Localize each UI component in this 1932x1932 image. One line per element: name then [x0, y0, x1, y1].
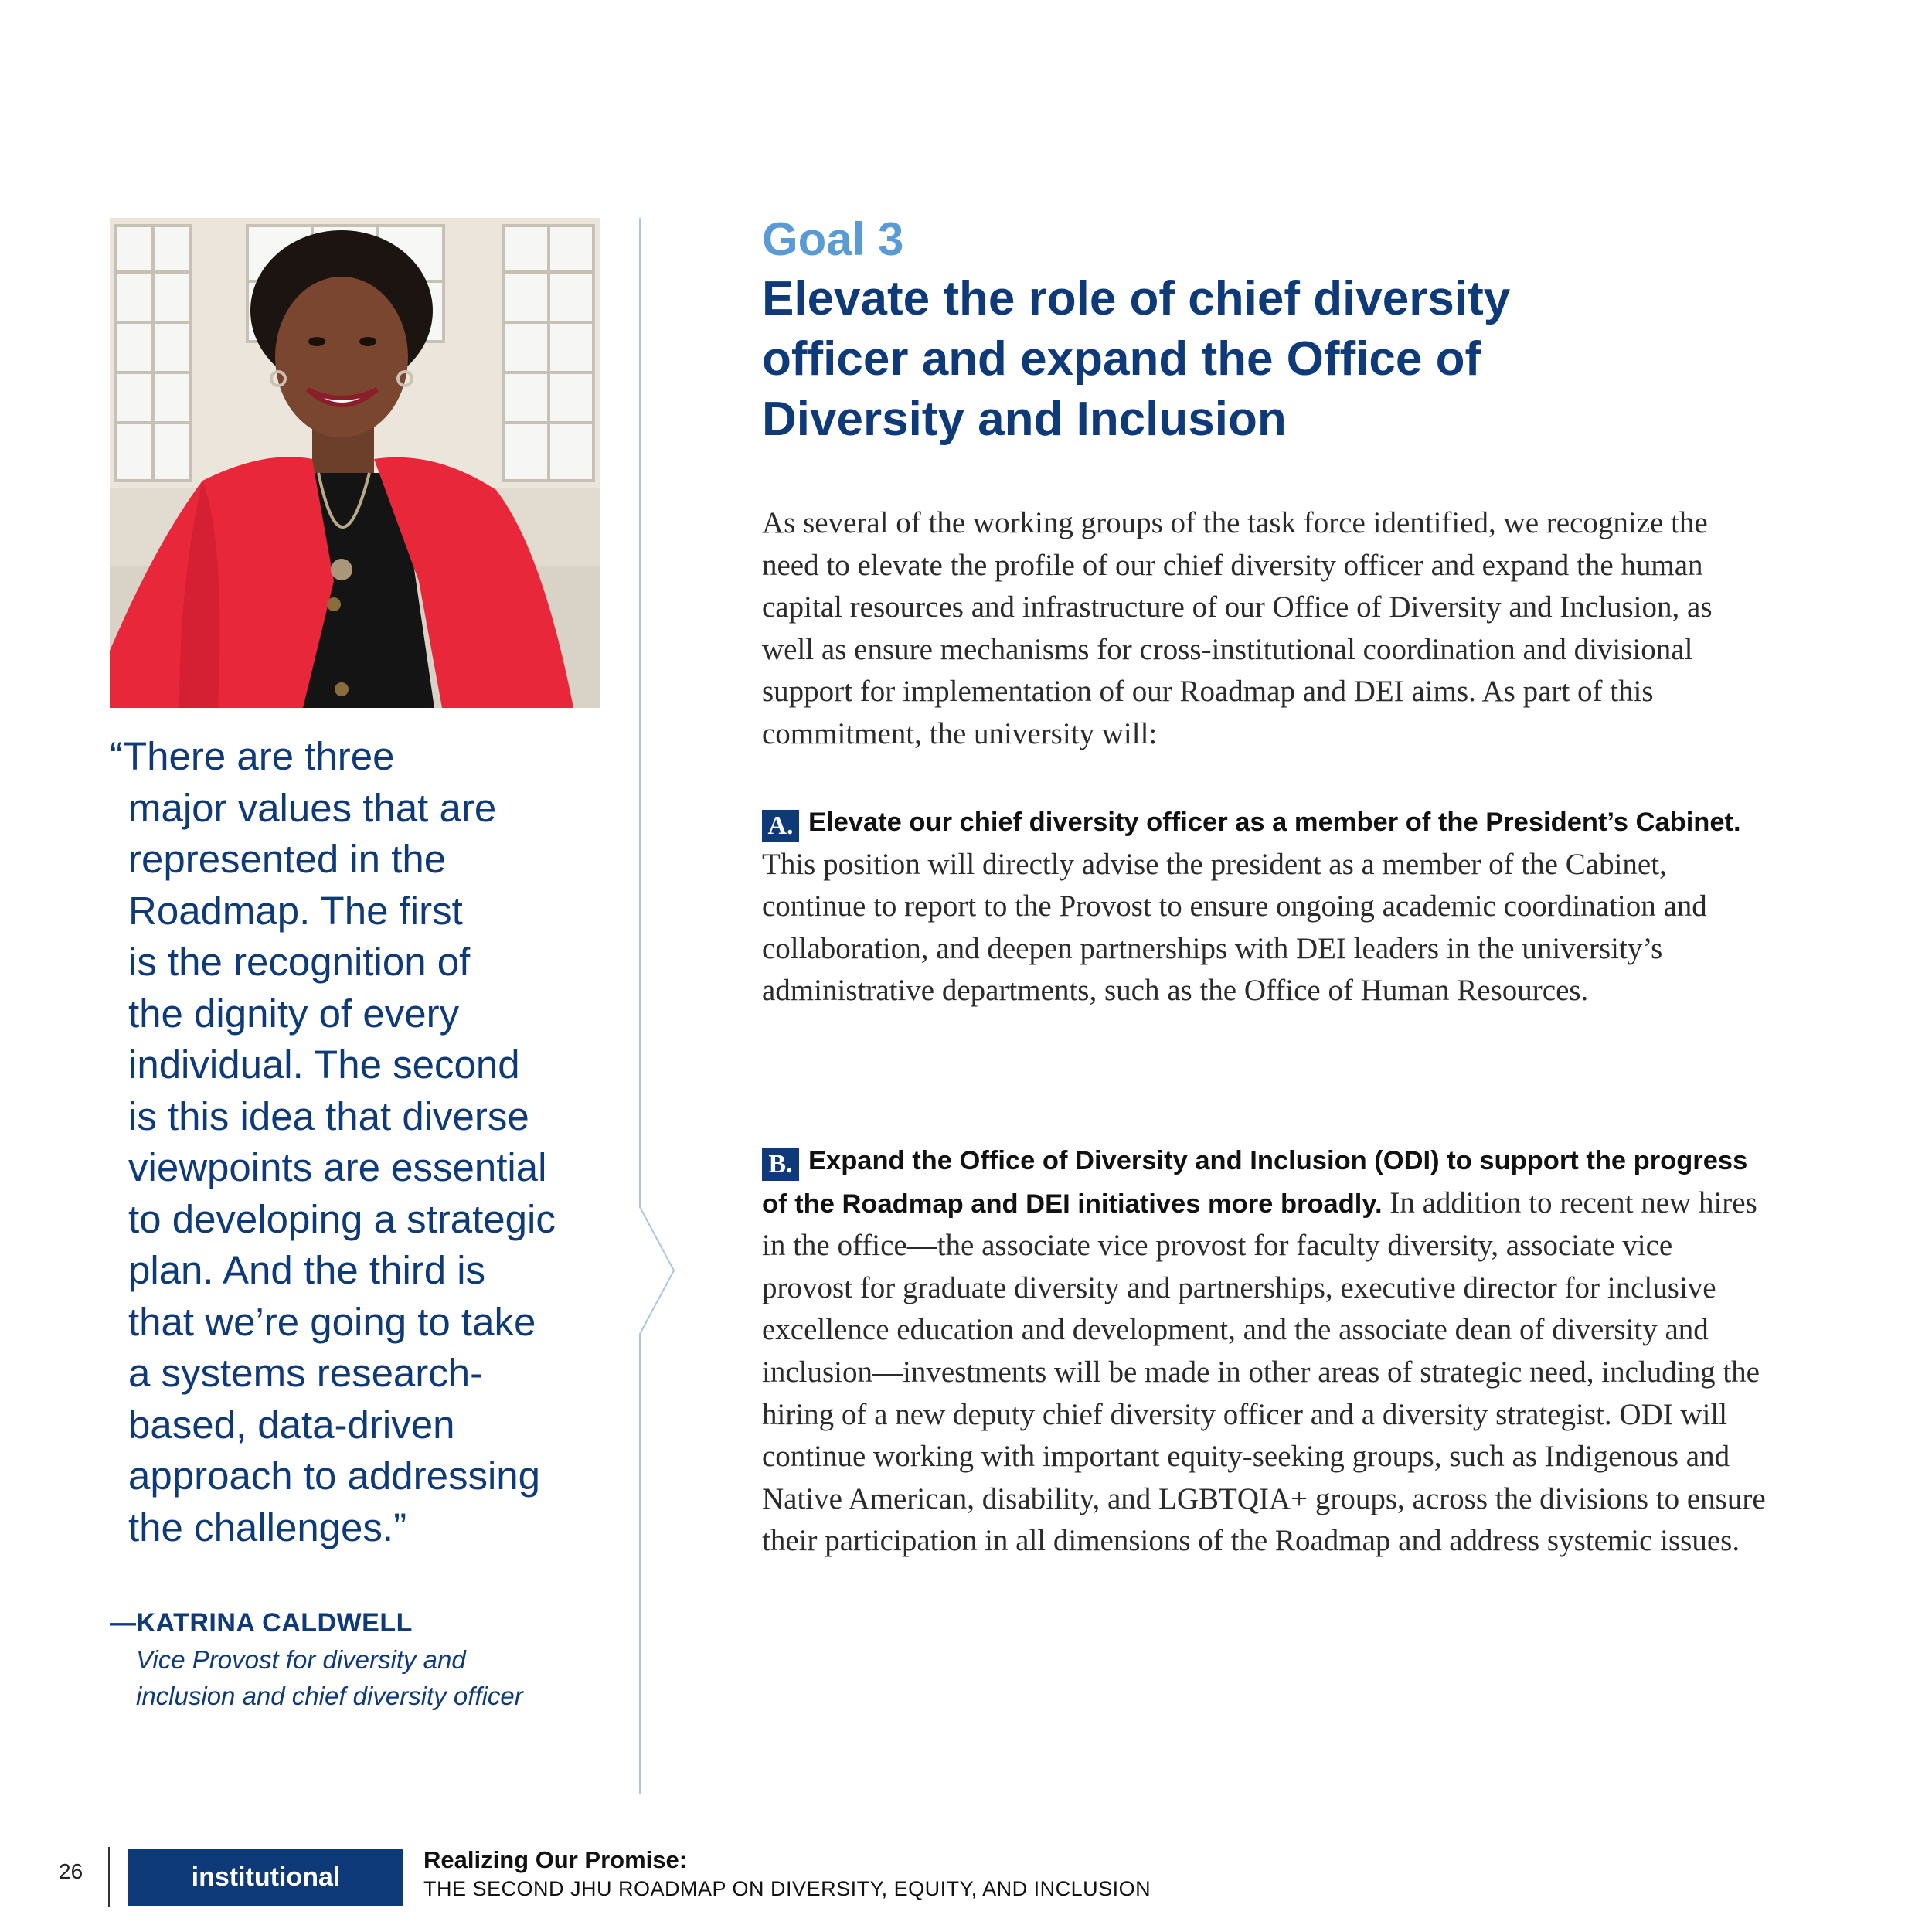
pull-quote: “There are three major values that are represented in the Roadmap. The first is the recognition of the dignity of every individual. The second is this idea that diverse viewpoints are essential to developing a strategic plan. And the third is that we’re going to take a systems research- based, data-driven approach to addressing the challenges.”: [110, 734, 556, 1549]
attribution-title: Vice Provost for diversity and inclusion and chief diversity officer: [136, 1645, 523, 1710]
footer-divider: [108, 1847, 110, 1907]
goal-label: Goal 3: [762, 213, 904, 265]
footer-title: [423, 1845, 1151, 1903]
item-b-letter-badge: B.: [762, 1148, 799, 1181]
footer-title-main: Realizing Our Promise:: [423, 1846, 688, 1873]
goal-heading: Elevate the role of chief diversity officer and expand the Office of Diversity and Inclusion: [762, 272, 1511, 446]
window-right: [504, 226, 594, 481]
item-b-lead: Expand the Office of Diversity and Inclusion (ODI) to support the progress of the Roadmap and DEI initiatives more broadly.: [762, 1146, 1748, 1219]
footer-subtitle: THE SECOND JHU ROADMAP ON DIVERSITY, EQUITY, AND INCLUSION: [423, 1877, 1151, 1900]
item-a-letter-badge: A.: [762, 810, 799, 842]
column-divider: [618, 218, 680, 1794]
item-a-lead: Elevate our chief diversity officer as a member of the President’s Cabinet.: [808, 808, 1741, 837]
window-left: [116, 226, 190, 481]
section-tag: institutional: [128, 1849, 403, 1906]
attribution-name: —KATRINA CALDWELL: [110, 1608, 413, 1638]
goal-item-a: [762, 801, 1767, 1012]
quote-attribution: [110, 1604, 635, 1714]
item-a-text: This position will directly advise the president as a member of the Cabinet, continue to report to the Provost to ensure ongoing academic coordination and collaboration, and deepen partnerships with DEI leaders in the university’s administrative departments, such as the Office of Human Resources.: [762, 847, 1707, 1008]
goal-item-b: [762, 1139, 1767, 1563]
portrait-photo: [110, 218, 600, 708]
portrait-illustration: [110, 218, 600, 708]
page-number: 26: [59, 1859, 83, 1883]
item-b-text: In addition to recent new hires in the office—the associate vice provost for faculty diversity, associate vice provost for graduate diversity and partnerships, executive director for inclusive excellence education and development, and the associate dean of diversity and inclusion—investments will be made in other areas of strategic need, including the hiring of a new deputy chief diversity officer and a diversity strategist. ODI will continue working with important equity-seeking groups, such as Indigenous and Native American, disability, and LGBTQIA+ groups, across the divisions to ensure their participation in all dimensions of the Roadmap and address systemic issues.: [762, 1185, 1766, 1558]
intro-paragraph: As several of the working groups of the task force identified, we recognize the need to elevate the profile of our chief diversity officer and expand the human capital resources and infrastructure of our Office of Diversity and Inclusion, as well as ensure mechanisms for cross-institutional coordination and divisional support for implementation of our Roadmap and DEI aims. As part of this commitment, the university will:: [762, 506, 1713, 750]
